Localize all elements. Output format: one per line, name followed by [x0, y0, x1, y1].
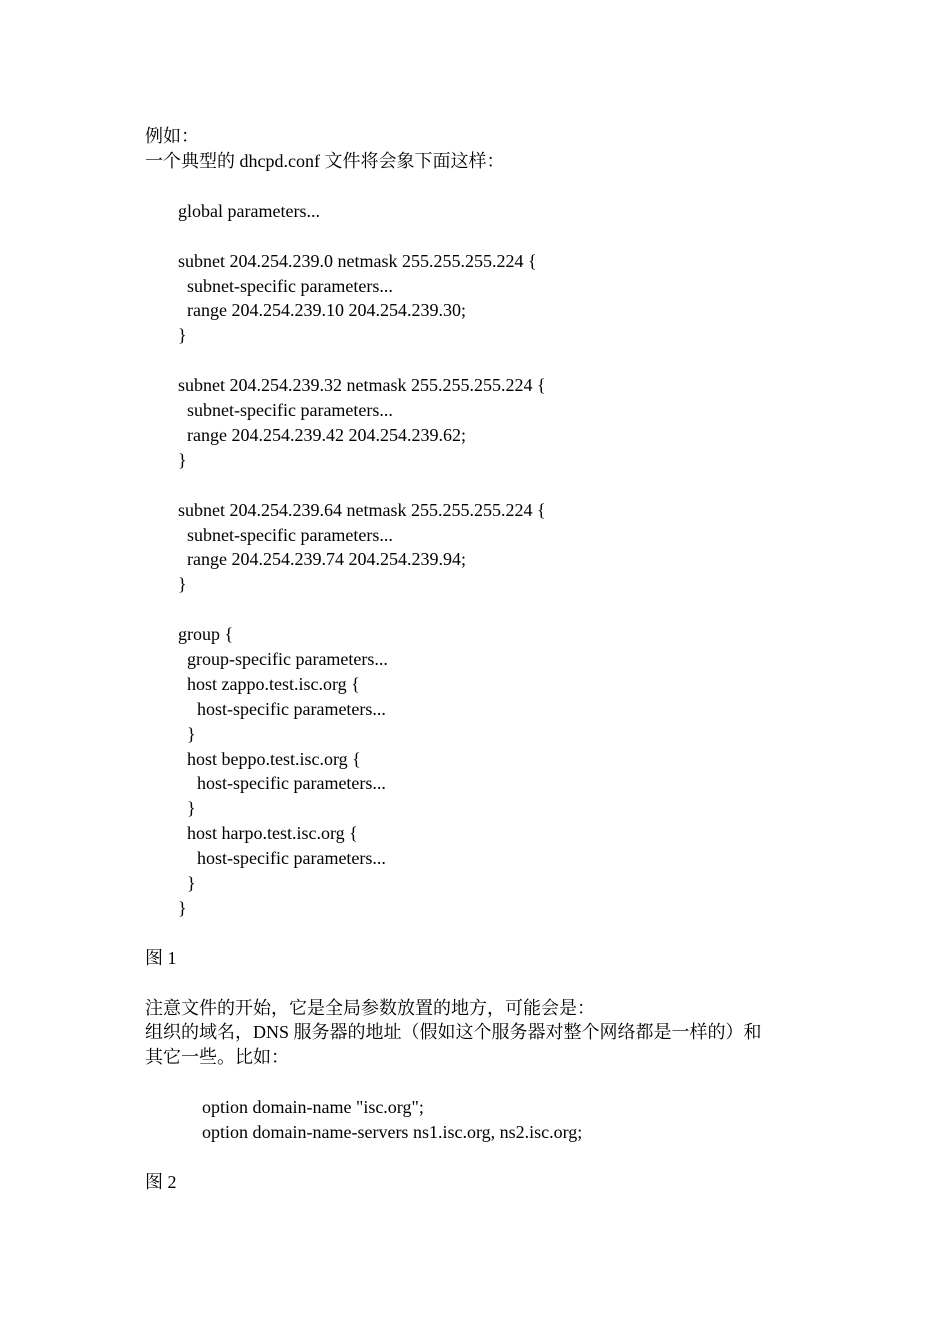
option-domain-name-servers-line: option domain-name-servers ns1.isc.org, ns2.isc.org; — [202, 1122, 583, 1142]
host-zappo-close: } — [187, 724, 196, 744]
group-open: group { — [178, 624, 234, 644]
host-beppo-open: host beppo.test.isc.org { — [187, 749, 361, 769]
subnet1-open: subnet 204.254.239.0 netmask 255.255.255.224 { — [178, 251, 537, 271]
figure-2-caption: 图 2 — [145, 1172, 177, 1192]
subnet2-close: } — [178, 450, 187, 470]
intro-line-1: 例如： — [145, 126, 199, 146]
host-harpo-open: host harpo.test.isc.org { — [187, 823, 358, 843]
subnet3-close: } — [178, 574, 187, 594]
group-close: } — [178, 898, 187, 918]
subnet2-params: subnet-specific parameters... — [187, 400, 393, 420]
group-params: group-specific parameters... — [187, 649, 388, 669]
host-beppo-params: host-specific parameters... — [197, 773, 386, 793]
explanation-line-2: 组织的域名，DNS 服务器的地址（假如这个服务器对整个网络都是一样的）和 — [145, 1022, 762, 1042]
subnet3-params: subnet-specific parameters... — [187, 525, 393, 545]
host-harpo-params: host-specific parameters... — [197, 848, 386, 868]
host-beppo-close: } — [187, 798, 196, 818]
subnet3-range: range 204.254.239.74 204.254.239.94; — [187, 549, 466, 569]
subnet2-open: subnet 204.254.239.32 netmask 255.255.255.224 { — [178, 375, 546, 395]
host-harpo-close: } — [187, 873, 196, 893]
subnet3-open: subnet 204.254.239.64 netmask 255.255.255.224 { — [178, 500, 546, 520]
global-params-line: global parameters... — [178, 201, 320, 221]
subnet1-close: } — [178, 325, 187, 345]
intro-line-2: 一个典型的 dhcpd.conf 文件将会象下面这样： — [145, 151, 505, 171]
subnet1-range: range 204.254.239.10 204.254.239.30; — [187, 300, 466, 320]
host-zappo-open: host zappo.test.isc.org { — [187, 674, 360, 694]
subnet2-range: range 204.254.239.42 204.254.239.62; — [187, 425, 466, 445]
option-domain-name-line: option domain-name "isc.org"; — [202, 1097, 424, 1117]
explanation-line-3: 其它一些。比如： — [145, 1047, 289, 1067]
subnet1-params: subnet-specific parameters... — [187, 276, 393, 296]
host-zappo-params: host-specific parameters... — [197, 699, 386, 719]
figure-1-caption: 图 1 — [145, 948, 177, 968]
explanation-line-1: 注意文件的开始，它是全局参数放置的地方，可能会是： — [145, 998, 595, 1018]
